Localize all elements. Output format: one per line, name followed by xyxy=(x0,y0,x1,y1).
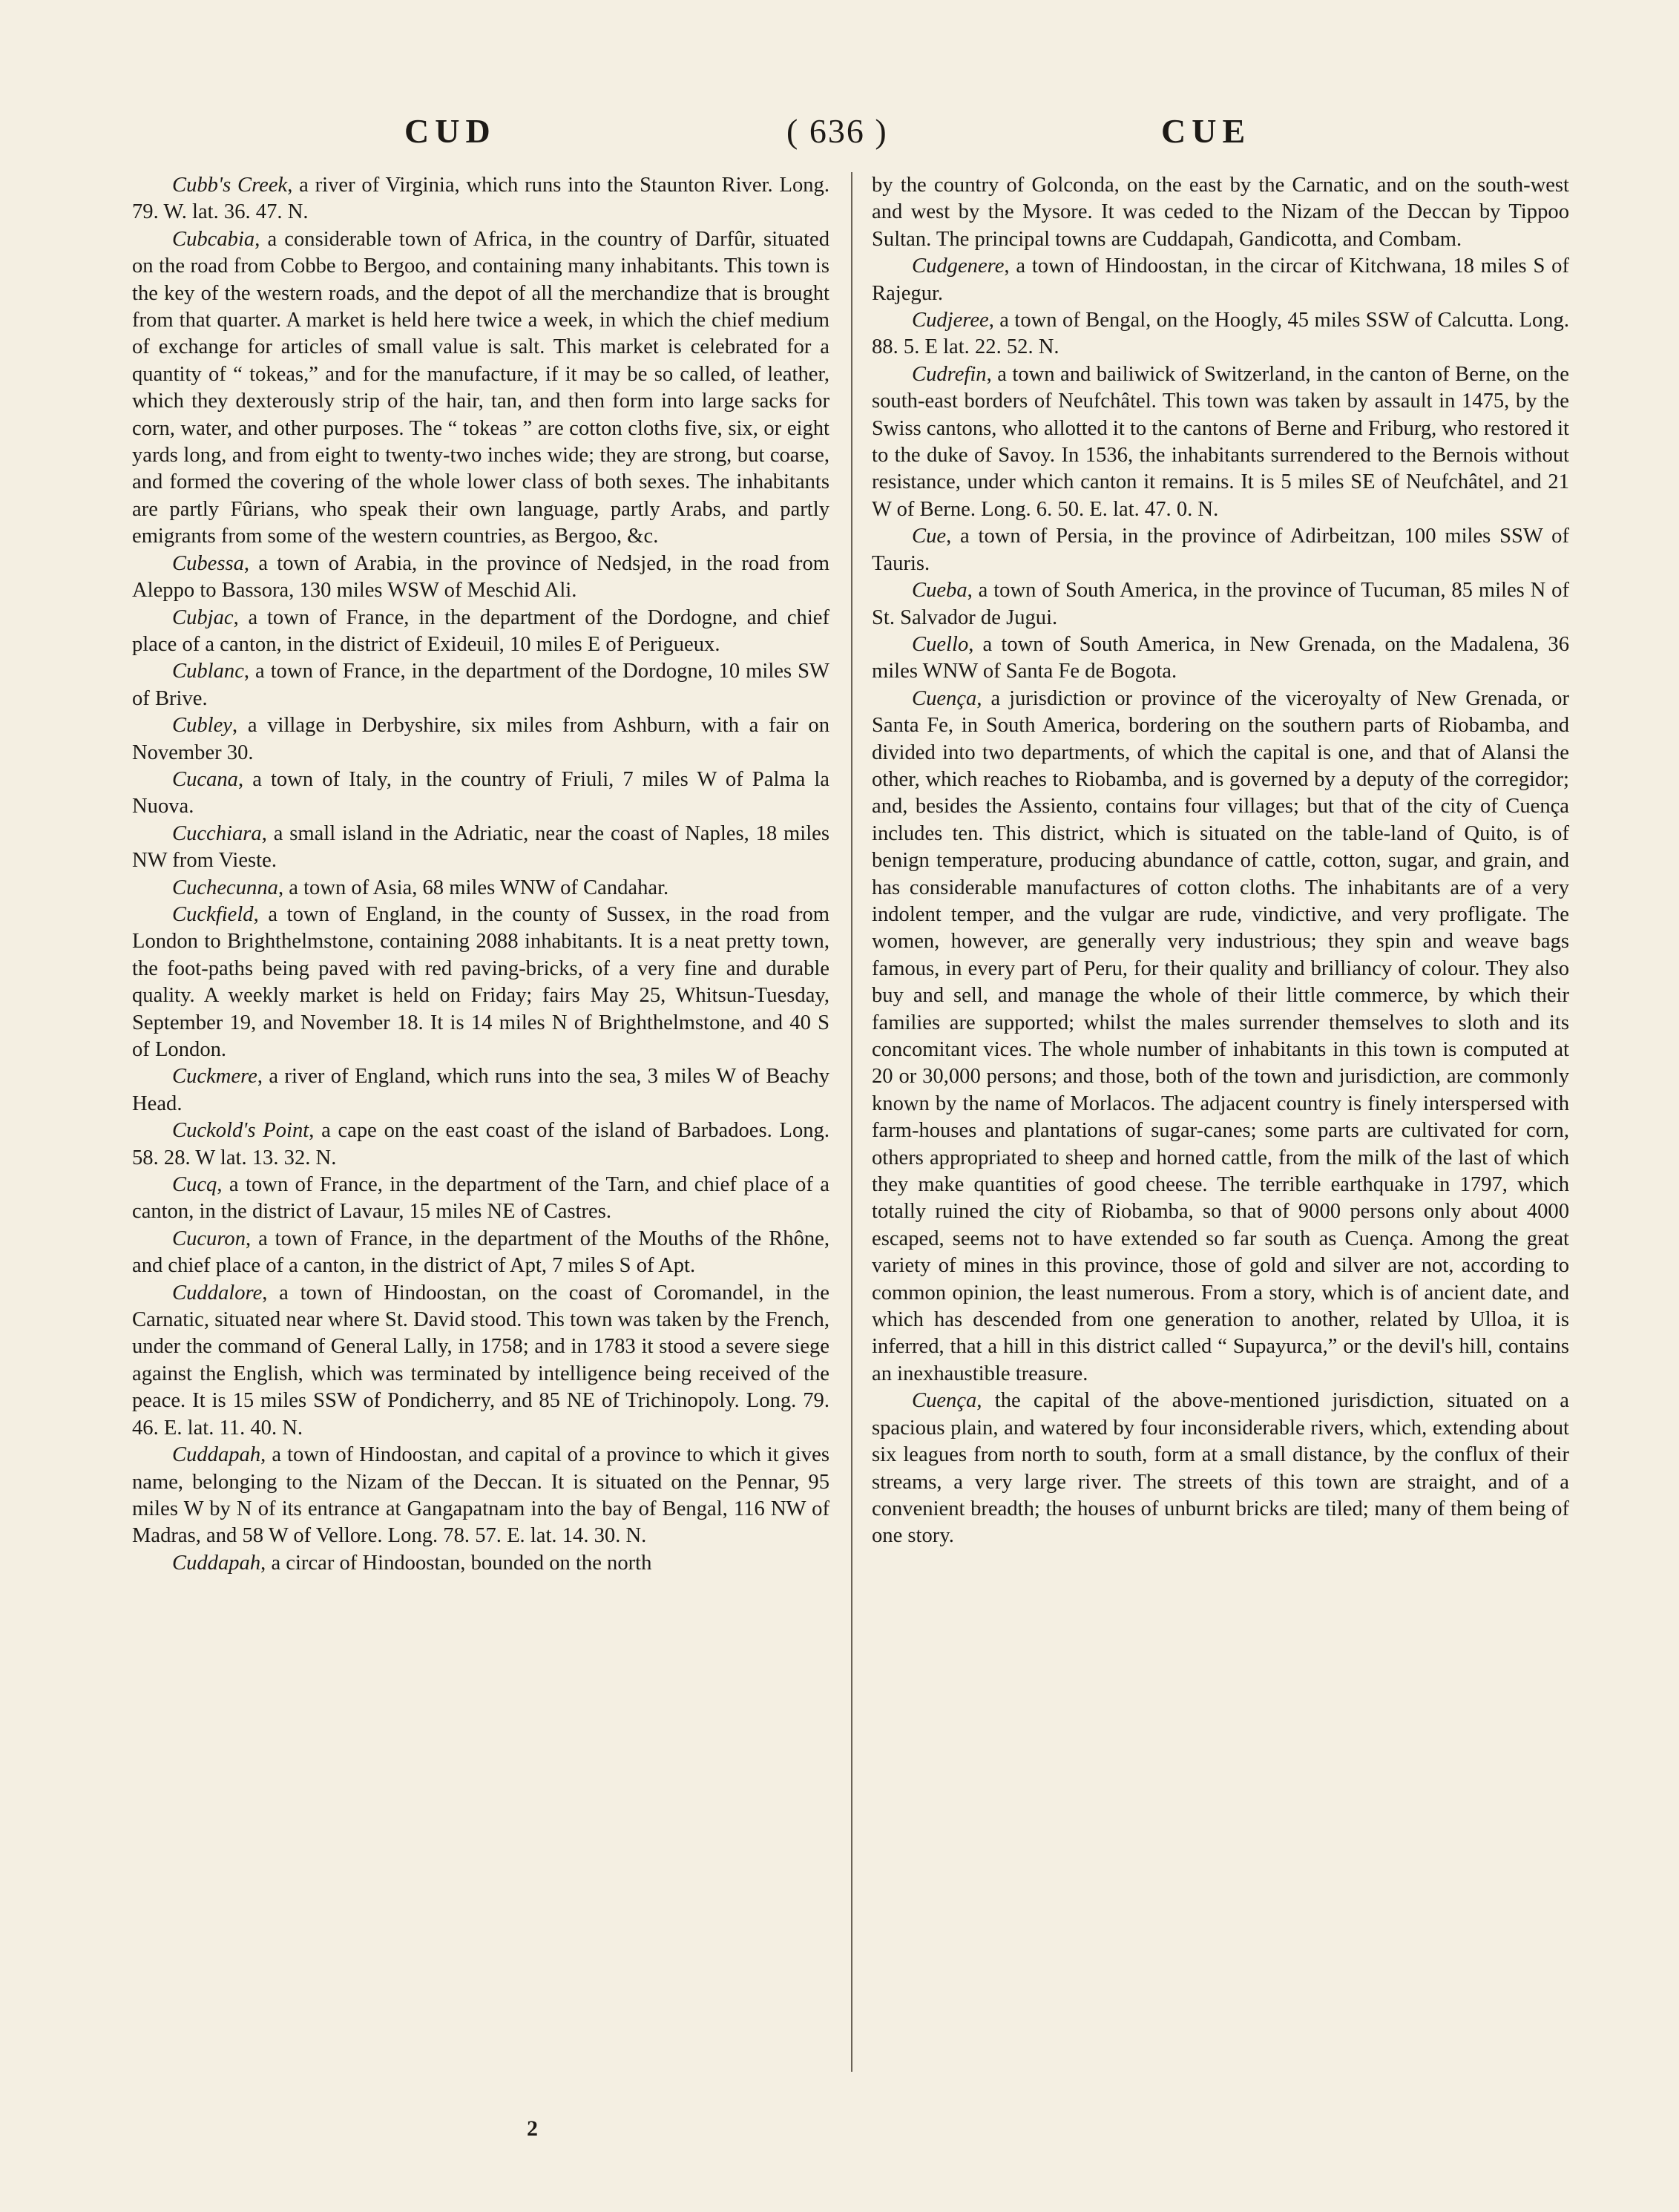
entry-headword: Cudgenere xyxy=(912,255,1005,278)
dictionary-entry xyxy=(132,605,829,659)
entry-text: , a town of Bengal, on the Hoogly, 45 miles SSW of Calcutta. Long. 88. 5. E lat. 22. 52. N. xyxy=(872,309,1569,359)
dictionary-entry xyxy=(872,253,1569,307)
column-rule xyxy=(851,172,852,2072)
dictionary-entry xyxy=(132,767,829,821)
entry-headword: Cuddapah xyxy=(172,1443,261,1467)
entry-headword: Cucchiara xyxy=(172,821,262,845)
entry-headword: Cucuron xyxy=(172,1227,246,1250)
entry-text: , a town of Hindoostan, in the circar of Kitchwana, 18 miles S of Rajegur. xyxy=(872,255,1569,305)
signature-mark: 2 xyxy=(527,2116,538,2141)
dictionary-entry xyxy=(132,875,829,902)
entry-headword: Cuello xyxy=(912,632,969,656)
dictionary-entry xyxy=(872,686,1569,1388)
entry-text: , a village in Derbyshire, six miles from Ashburn, with a fair on November 30. xyxy=(132,714,829,764)
entry-headword: Cubessa xyxy=(172,551,244,575)
entry-text: , a town of Hindoostan, on the coast of Coromandel, in the Carnatic, situated near where St. David stood. This town was taken by the French, under the command of General Lally, in 1758; and in 1783 it stood a severe siege against the English, which was terminated by intelligence being received of the peace. It is 15 miles SSW of Pondicherry, and 85 NE of Trichinopoly. Long. 79. 46. E. lat. 11. 40. N. xyxy=(132,1281,829,1440)
dictionary-entry xyxy=(132,1280,829,1442)
page-number: ( 636 ) xyxy=(786,112,888,150)
entry-headword: Cuckmere xyxy=(172,1065,257,1089)
entry-text: , a jurisdiction or province of the viceroyalty of New Grenada, or Santa Fe, in South America, bordering on the southern parts of Riobamba, and divided into two departments, of which the capital is one, and that of Alansi the other, which reaches to Riobamba, and is governed by a deputy of the corregidor; and, besides the Assiento, contains four villages; but that of the city of Cuença includes ten. This district, which is situated on the table-land of Quito, is of benign temperature, producing abundance of cattle, cotton, sugar, and grain, and has considerable manufactures of cotton cloths. The inhabitants are of a very indolent temper, and the vulgar are rude, vindictive, and very profligate. The women, however, are generally very industrious; they spin and weave bags famous, in every part of Peru, for their quality and brilliancy of colour. They also buy and sell, and manage the whole of their little commerce, by which their families are supported; whilst the males surrender themselves to sloth and its concomitant vices. The whole number of inhabitants in this town is computed at 20 or 30,000 persons; and those, both of the town and jurisdiction, are commonly known by the name of Morlacos. The adjacent country is finely interspersed with farm-houses and plantations of sugar-canes; some parts are cultivated for corn, others appropriated to sheep and horned cattle, from the milk of the last of which they make quantities of good cheese. The terrible earthquake in 1797, which totally ruined the city of Riobamba, so that of 9000 persons only about 4000 escaped, seems not to have extended so far south as Cuença. Among the great variety of mines in this province, those of gold and silver are not, according to common opinion, the least numerous. From a story, which is of ancient date, and which has descended from one generation to another, related by Ulloa, it is inferred, that a hill in this district called “ Supayurca,” or the devil's hill, contains an inexhaustible treasure. xyxy=(872,686,1569,1385)
entry-text: , a cape on the east coast of the island of Barbadoes. Long. 58. 28. W lat. 13. 32. N. xyxy=(132,1119,829,1169)
entry-headword: Cubley xyxy=(172,714,232,738)
header-left-guideword: CUD xyxy=(404,112,496,150)
entry-headword: Cubcabia xyxy=(172,227,255,251)
dictionary-entry xyxy=(132,712,829,767)
dictionary-entry xyxy=(132,1550,829,1577)
entry-headword: Cucq xyxy=(172,1173,217,1197)
entry-text: , a town of France, in the department of the Tarn, and chief place of a canton, in the district of Lavaur, 15 miles NE of Castres. xyxy=(132,1173,829,1224)
entry-headword: Cuckfield xyxy=(172,902,254,926)
entry-text: , a considerable town of Africa, in the country of Darfûr, situated on the road from Cobbe to Bergoo, and containing many inhabitants. This town is the key of the western roads, and the depot of all the merchandize that is brought from that quarter. A market is held here twice a week, in which the chief medium of exchange for articles of small value is salt. This market is celebrated for a quantity of “ tokeas,” and for the manufacture, if it may be so called, of leather, which they dexterously strip of the hair, tan, and then form into large sacks for corn, water, and other purposes. The “ tokeas ” are cotton cloths five, six, or eight yards long, and from eight to twenty-two inches wide; they are strong, but coarse, and formed the covering of the whole lower class of both sexes. The inhabitants are partly Fûrians, who speak their own language, partly Arabs, and partly emigrants from some of the western countries, as Bergoo, &c. xyxy=(132,227,829,548)
dictionary-entry xyxy=(872,1388,1569,1549)
entry-text: , a circar of Hindoostan, bounded on the north xyxy=(260,1551,652,1575)
dictionary-entry xyxy=(132,821,829,875)
entry-headword: Cucana xyxy=(172,767,238,791)
entry-headword: Cubjac xyxy=(172,605,234,629)
entry-text: , a town of France, in the department of the Dordogne, 10 miles SW of Brive. xyxy=(132,660,829,710)
entry-headword: Cudrefin xyxy=(912,362,987,386)
entry-text: , a town of Italy, in the country of Friuli, 7 miles W of Palma la Nuova. xyxy=(132,767,829,818)
entry-text: , a town of South America, in the province of Tucuman, 85 miles N of St. Salvador de Jugui. xyxy=(872,579,1569,629)
dictionary-entry xyxy=(872,577,1569,631)
entry-headword: Cuença xyxy=(912,1389,977,1413)
entry-headword: Cueba xyxy=(912,579,967,603)
dictionary-entry xyxy=(872,172,1569,253)
entry-text: , a small island in the Adriatic, near the coast of Naples, 18 miles NW from Vieste. xyxy=(132,821,829,873)
entry-headword: Cuddapah xyxy=(172,1551,261,1575)
dictionary-entry xyxy=(132,1118,829,1172)
dictionary-entry xyxy=(132,172,829,226)
dictionary-entry xyxy=(872,631,1569,686)
entry-text: , the capital of the above-mentioned jurisdiction, situated on a spacious plain, and watered by four inconsiderable rivers, which, extending about six leagues from north to south, form at a small distance, by the conflux of their streams, a very large river. The streets of this town are straight, and of a convenient breadth; the houses of unburnt bricks are tiled; many of them being of one story. xyxy=(872,1389,1569,1548)
entry-text: , a town of South America, in New Grenada, on the Madalena, 36 miles WNW of Santa Fe de Bogota. xyxy=(872,632,1569,683)
dictionary-entry xyxy=(132,1226,829,1280)
entry-text: , a town and bailiwick of Switzerland, in the canton of Berne, on the south-east borders of Neufchâtel. This town was taken by assault in 1475, by the Swiss cantons, who allotted it to the cantons of Berne and Friburg, who restored it to the duke of Savoy. In 1536, the inhabitants surrendered to the Bernois without resistance, under which canton it remains. It is 5 miles SE of Neufchâtel, and 21 W of Berne. Long. 6. 50. E. lat. 47. 0. N. xyxy=(872,362,1569,521)
dictionary-entry xyxy=(132,1172,829,1226)
entry-text: , a town of France, in the department of the Dordogne, and chief place of a canton, in the district of Exideuil, 10 miles E of Perigueux. xyxy=(132,605,829,656)
running-head xyxy=(0,111,1679,156)
left-column xyxy=(132,172,829,1577)
dictionary-entry xyxy=(872,307,1569,361)
dictionary-entry xyxy=(132,1063,829,1118)
entry-text: , a town of England, in the county of Sussex, in the road from London to Brighthelmstone, containing 2088 inhabitants. It is a neat pretty town, the foot-paths being paved with red paving-bricks, of a very fine and durable quality. A weekly market is held on Friday; fairs May 25, Whitsun-Tuesday, September 19, and November 18. It is 14 miles N of Brighthelmstone, and 40 S of London. xyxy=(132,902,829,1061)
entry-text: , a river of England, which runs into the sea, 3 miles W of Beachy Head. xyxy=(132,1065,829,1115)
dictionary-entry xyxy=(872,361,1569,523)
right-column xyxy=(872,172,1569,1550)
header-right-guideword: CUE xyxy=(1161,112,1252,150)
dictionary-entry xyxy=(872,523,1569,577)
dictionary-entry xyxy=(132,1442,829,1550)
entry-headword: Cuckold's Point xyxy=(172,1119,309,1143)
entry-headword: Cue xyxy=(912,525,947,548)
entry-text: , a town of Hindoostan, and capital of a province to which it gives name, belonging to the Nizam of the Deccan. It is situated on the Pennar, 95 miles W by N of its entrance at Gangapatnam into the bay of Bengal, 116 NW of Madras, and 58 W of Vellore. Long. 78. 57. E. lat. 14. 30. N. xyxy=(132,1443,829,1548)
entry-headword: Cudjeree xyxy=(912,309,989,332)
entry-headword: Cuença xyxy=(912,686,977,710)
entry-headword: Cublanc xyxy=(172,660,244,683)
entry-text: , a river of Virginia, which runs into the Staunton River. Long. 79. W. lat. 36. 47. N. xyxy=(132,174,829,224)
dictionary-entry xyxy=(132,226,829,551)
entry-headword: Cuddalore xyxy=(172,1281,263,1304)
dictionary-entry xyxy=(132,902,829,1063)
entry-headword: Cubb's Creek xyxy=(172,174,288,197)
dictionary-entry xyxy=(132,658,829,712)
entry-headword: Cuchecunna xyxy=(172,876,278,899)
entry-text: , a town of Arabia, in the province of Nedsjed, in the road from Aleppo to Bassora, 130 miles WSW of Meschid Ali. xyxy=(132,551,829,603)
entry-text: by the country of Golconda, on the east by the Carnatic, and on the south-west and west by the Mysore. It was ceded to the Nizam of the Deccan by Tippoo Sultan. The principal towns are Cuddapah, Gandicotta, and Combam. xyxy=(872,174,1569,251)
dictionary-entry xyxy=(132,551,829,605)
entry-text: , a town of Asia, 68 miles WNW of Candahar. xyxy=(277,876,669,899)
entry-text: , a town of Persia, in the province of Adirbeitzan, 100 miles SSW of Tauris. xyxy=(872,525,1569,575)
entry-text: , a town of France, in the department of the Mouths of the Rhône, and chief place of a canton, in the district of Apt, 7 miles S of Apt. xyxy=(132,1227,829,1278)
